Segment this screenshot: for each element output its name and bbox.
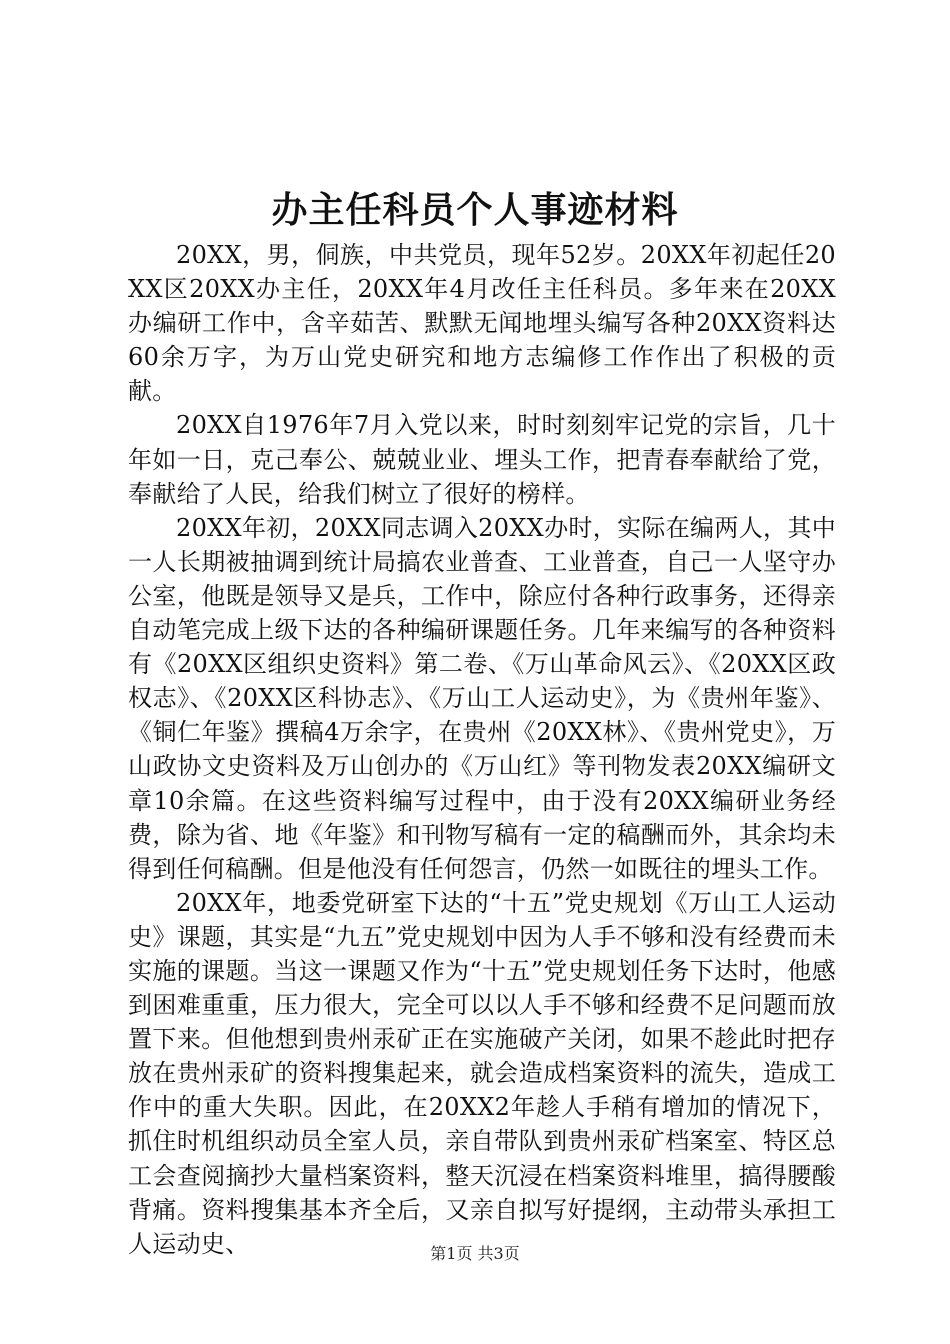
document-body	[128, 238, 836, 1261]
paragraph-2: 20XX自1976年7月入党以来，时时刻刻牢记党的宗旨，几十年如一日，克己奉公、兢兢业业、埋头工作，把青春奉献给了党，奉献给了人民，给我们树立了很好的榜样。	[128, 411, 836, 508]
paragraph-4: 20XX年，地委党研室下达的“十五”党史规划《万山工人运动史》课题，其实是“九五”党史规划中因为人手不够和没有经费而未实施的课题。当这一课题又作为“十五”党史规划任务下达时，他感到困难重重，压力很大，完全可以以人手不够和经费不足问题而放置下来。但他想到贵州汞矿正在实施破产关闭，如果不趁此时把存放在贵州汞矿的资料搜集起来，就会造成档案资料的流失，造成工作中的重大失职。因此，在20XX2年趁人手稍有增加的情况下，抓住时机组织动员全室人员，亲自带队到贵州汞矿档案室、特区总工会查阅摘抄大量档案资料，整天沉浸在档案资料堆里，搞得腰酸背痛。资料搜集基本齐全后，又亲自拟写好提纲，主动带头承担工人运动史、	[128, 888, 836, 1258]
document-title: 办主任科员个人事迹材料	[271, 189, 679, 231]
page-number-footer: 第1页 共3页	[430, 1244, 520, 1263]
paragraph-3: 20XX年初，20XX同志调入20XX办时，实际在编两人，其中一人长期被抽调到统计局搞农业普查、工业普查，自己一人坚守办公室，他既是领导又是兵，工作中，除应付各种行政事务，还得亲自动笔完成上级下达的各种编研课题任务。几年来编写的各种资料有《20XX区组织史资料》第二卷、《万山革命风云》、《20XX区政权志》、《20XX区科协志》、《万山工人运动史》，为《贵州年鉴》、《铜仁年鉴》撰稿4万余字，在贵州《20XX林》、《贵州党史》，万山政协文史资料及万山创办的《万山红》等刊物发表20XX编研文章10余篇。在这些资料编写过程中，由于没有20XX编研业务经费，除为省、地《年鉴》和刊物写稿有一定的稿酬而外，其余均未得到任何稿酬。但是他没有任何怨言，仍然一如既往的埋头工作。	[128, 513, 836, 883]
paragraph-1: 20XX，男，侗族，中共党员，现年52岁。20XX年初起任20XX区20XX办主任，20XX年4月改任主任科员。多年来在20XX办编研工作中，含辛茹苦、默默无闻地埋头编写各种20XX资料达60余万字，为万山党史研究和地方志编修工作作出了积极的贡献。	[128, 241, 836, 406]
